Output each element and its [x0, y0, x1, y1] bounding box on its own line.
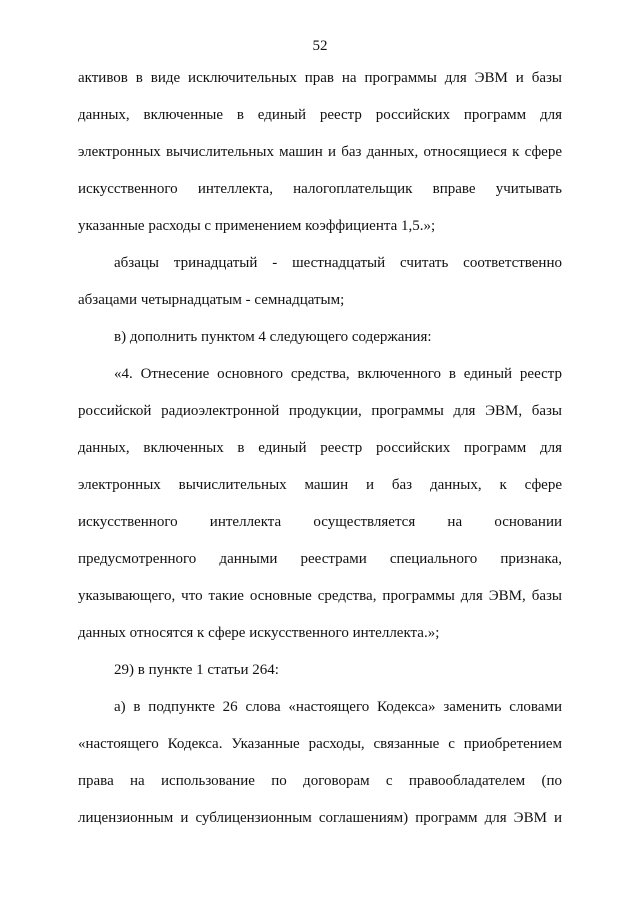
- text-line: указывающего, что такие основные средства, программы для ЭВМ, базы: [78, 588, 562, 604]
- text-line: «настоящего Кодекса. Указанные расходы, связанные с приобретением: [78, 736, 562, 752]
- text-line: данных относятся к сфере искусственного интеллекта.»;: [78, 625, 440, 641]
- text-line: электронных вычислительных машин и баз данных, относящиеся к сфере: [78, 144, 562, 160]
- text-line: искусственного интеллекта, налогоплательщик вправе учитывать: [78, 181, 562, 197]
- text-line: искусственного интеллекта осуществляется на основании: [78, 514, 562, 530]
- text-line: российской радиоэлектронной продукции, программы для ЭВМ, базы: [78, 403, 562, 419]
- document-body: [78, 68, 562, 845]
- text-line: «4. Отнесение основного средства, включенного в единый реестр: [114, 366, 562, 382]
- text-line: 29) в пункте 1 статьи 264:: [114, 662, 279, 678]
- text-line: предусмотренного данными реестрами специального признака,: [78, 551, 562, 567]
- text-line: абзацы тринадцатый - шестнадцатый считать соответственно: [114, 255, 562, 271]
- text-line: права на использование по договорам с правообладателем (по: [78, 773, 562, 789]
- page-number: 52: [312, 38, 328, 54]
- text-line: а) в подпункте 26 слова «настоящего Кодекса» заменить словами: [114, 699, 562, 715]
- text-line: указанные расходы с применением коэффициента 1,5.»;: [78, 218, 436, 234]
- text-line: данных, включенных в единый реестр российских программ для: [78, 440, 562, 456]
- text-line: в) дополнить пунктом 4 следующего содержания:: [114, 329, 432, 345]
- text-line: электронных вычислительных машин и баз данных, к сфере: [78, 477, 562, 493]
- text-line: данных, включенные в единый реестр российских программ для: [78, 107, 562, 123]
- text-line: абзацами четырнадцатым - семнадцатым;: [78, 292, 345, 308]
- text-line: активов в виде исключительных прав на программы для ЭВМ и базы: [78, 70, 562, 86]
- text-line: лицензионным и сублицензионным соглашениям) программ для ЭВМ и: [78, 810, 562, 826]
